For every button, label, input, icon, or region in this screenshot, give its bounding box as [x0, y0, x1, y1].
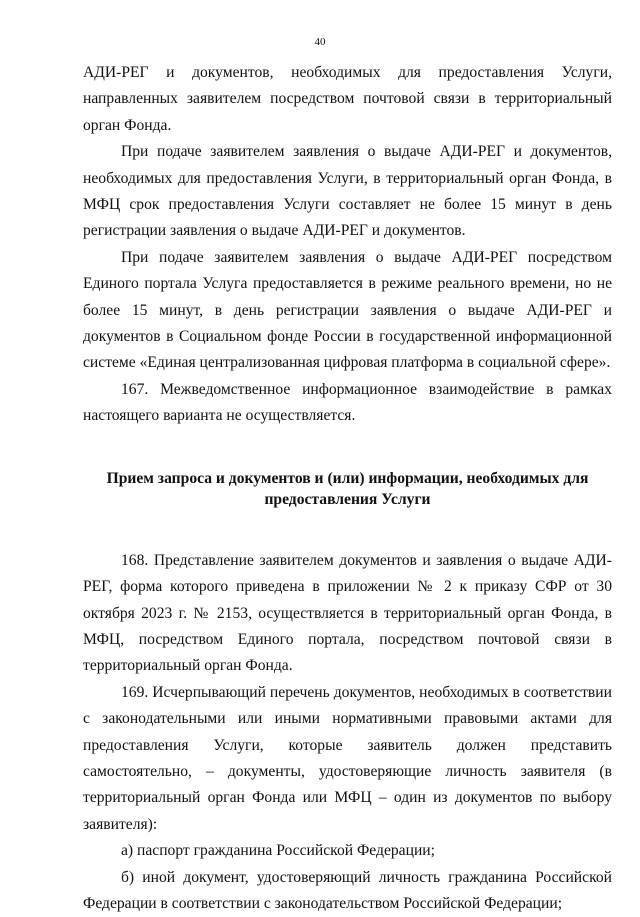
paragraph-portal-term: При подаче заявителем заявления о выдаче АДИ-РЕГ посредством Единого портала Услуга предоставляется в режиме реального времени, но не более 15 минут, в день регистрации заявления о выдаче АДИ-РЕГ и документов в Социальном фонде России в государственной информационной системе «Единая централизованная цифровая платформа в социальной сфере».: [83, 248, 612, 372]
paragraph-continuation: АДИ-РЕГ и документов, необходимых для предоставления Услуги, направленных заявителем посредством почтовой связи в территориальный орган Фонда.: [83, 64, 612, 134]
paragraph-167: 167. Межведомственное информационное взаимодействие в рамках настоящего варианта не осуществляется.: [83, 380, 612, 425]
page-number: 40: [314, 36, 326, 48]
paragraph-mfc-term: При подаче заявителем заявления о выдаче АДИ-РЕГ и документов, необходимых для предоставления Услуги, в территориальный орган Фонда, в МФЦ срок предоставления Услуги составляет не более 15 минут в день регистрации заявления о выдаче АДИ-РЕГ и документов.: [83, 143, 612, 240]
paragraph-168: 168. Представление заявителем документов и заявления о выдаче АДИ-РЕГ, форма которого приведена в приложении № 2 к приказу СФР от 30 октября 2023 г. № 2153, осуществляется в территориальный орган Фонда, в МФЦ, посредством Единого портала, посредством почтовой связи в территориальный орган Фонда.: [83, 551, 612, 675]
document-body: [83, 60, 612, 917]
paragraph-169: 169. Исчерпывающий перечень документов, необходимых в соответствии с законодательными или иными нормативными правовыми актами для предоставления Услуги, которые заявитель должен представить самостоятельно, – документы, удостоверяющие личность заявителя (в территориальный орган Фонда или МФЦ – один из документов по выбору заявителя):: [83, 683, 612, 833]
section-heading: Прием запроса и документов и (или) информации, необходимых для предоставления Услуги: [106, 469, 589, 508]
list-item-a: а) паспорт гражданина Российской Федерации;: [121, 842, 435, 860]
list-item-b: б) иной документ, удостоверяющий личность гражданина Российской Федерации в соответствии с законодательством Российской Федерации;: [83, 868, 612, 912]
